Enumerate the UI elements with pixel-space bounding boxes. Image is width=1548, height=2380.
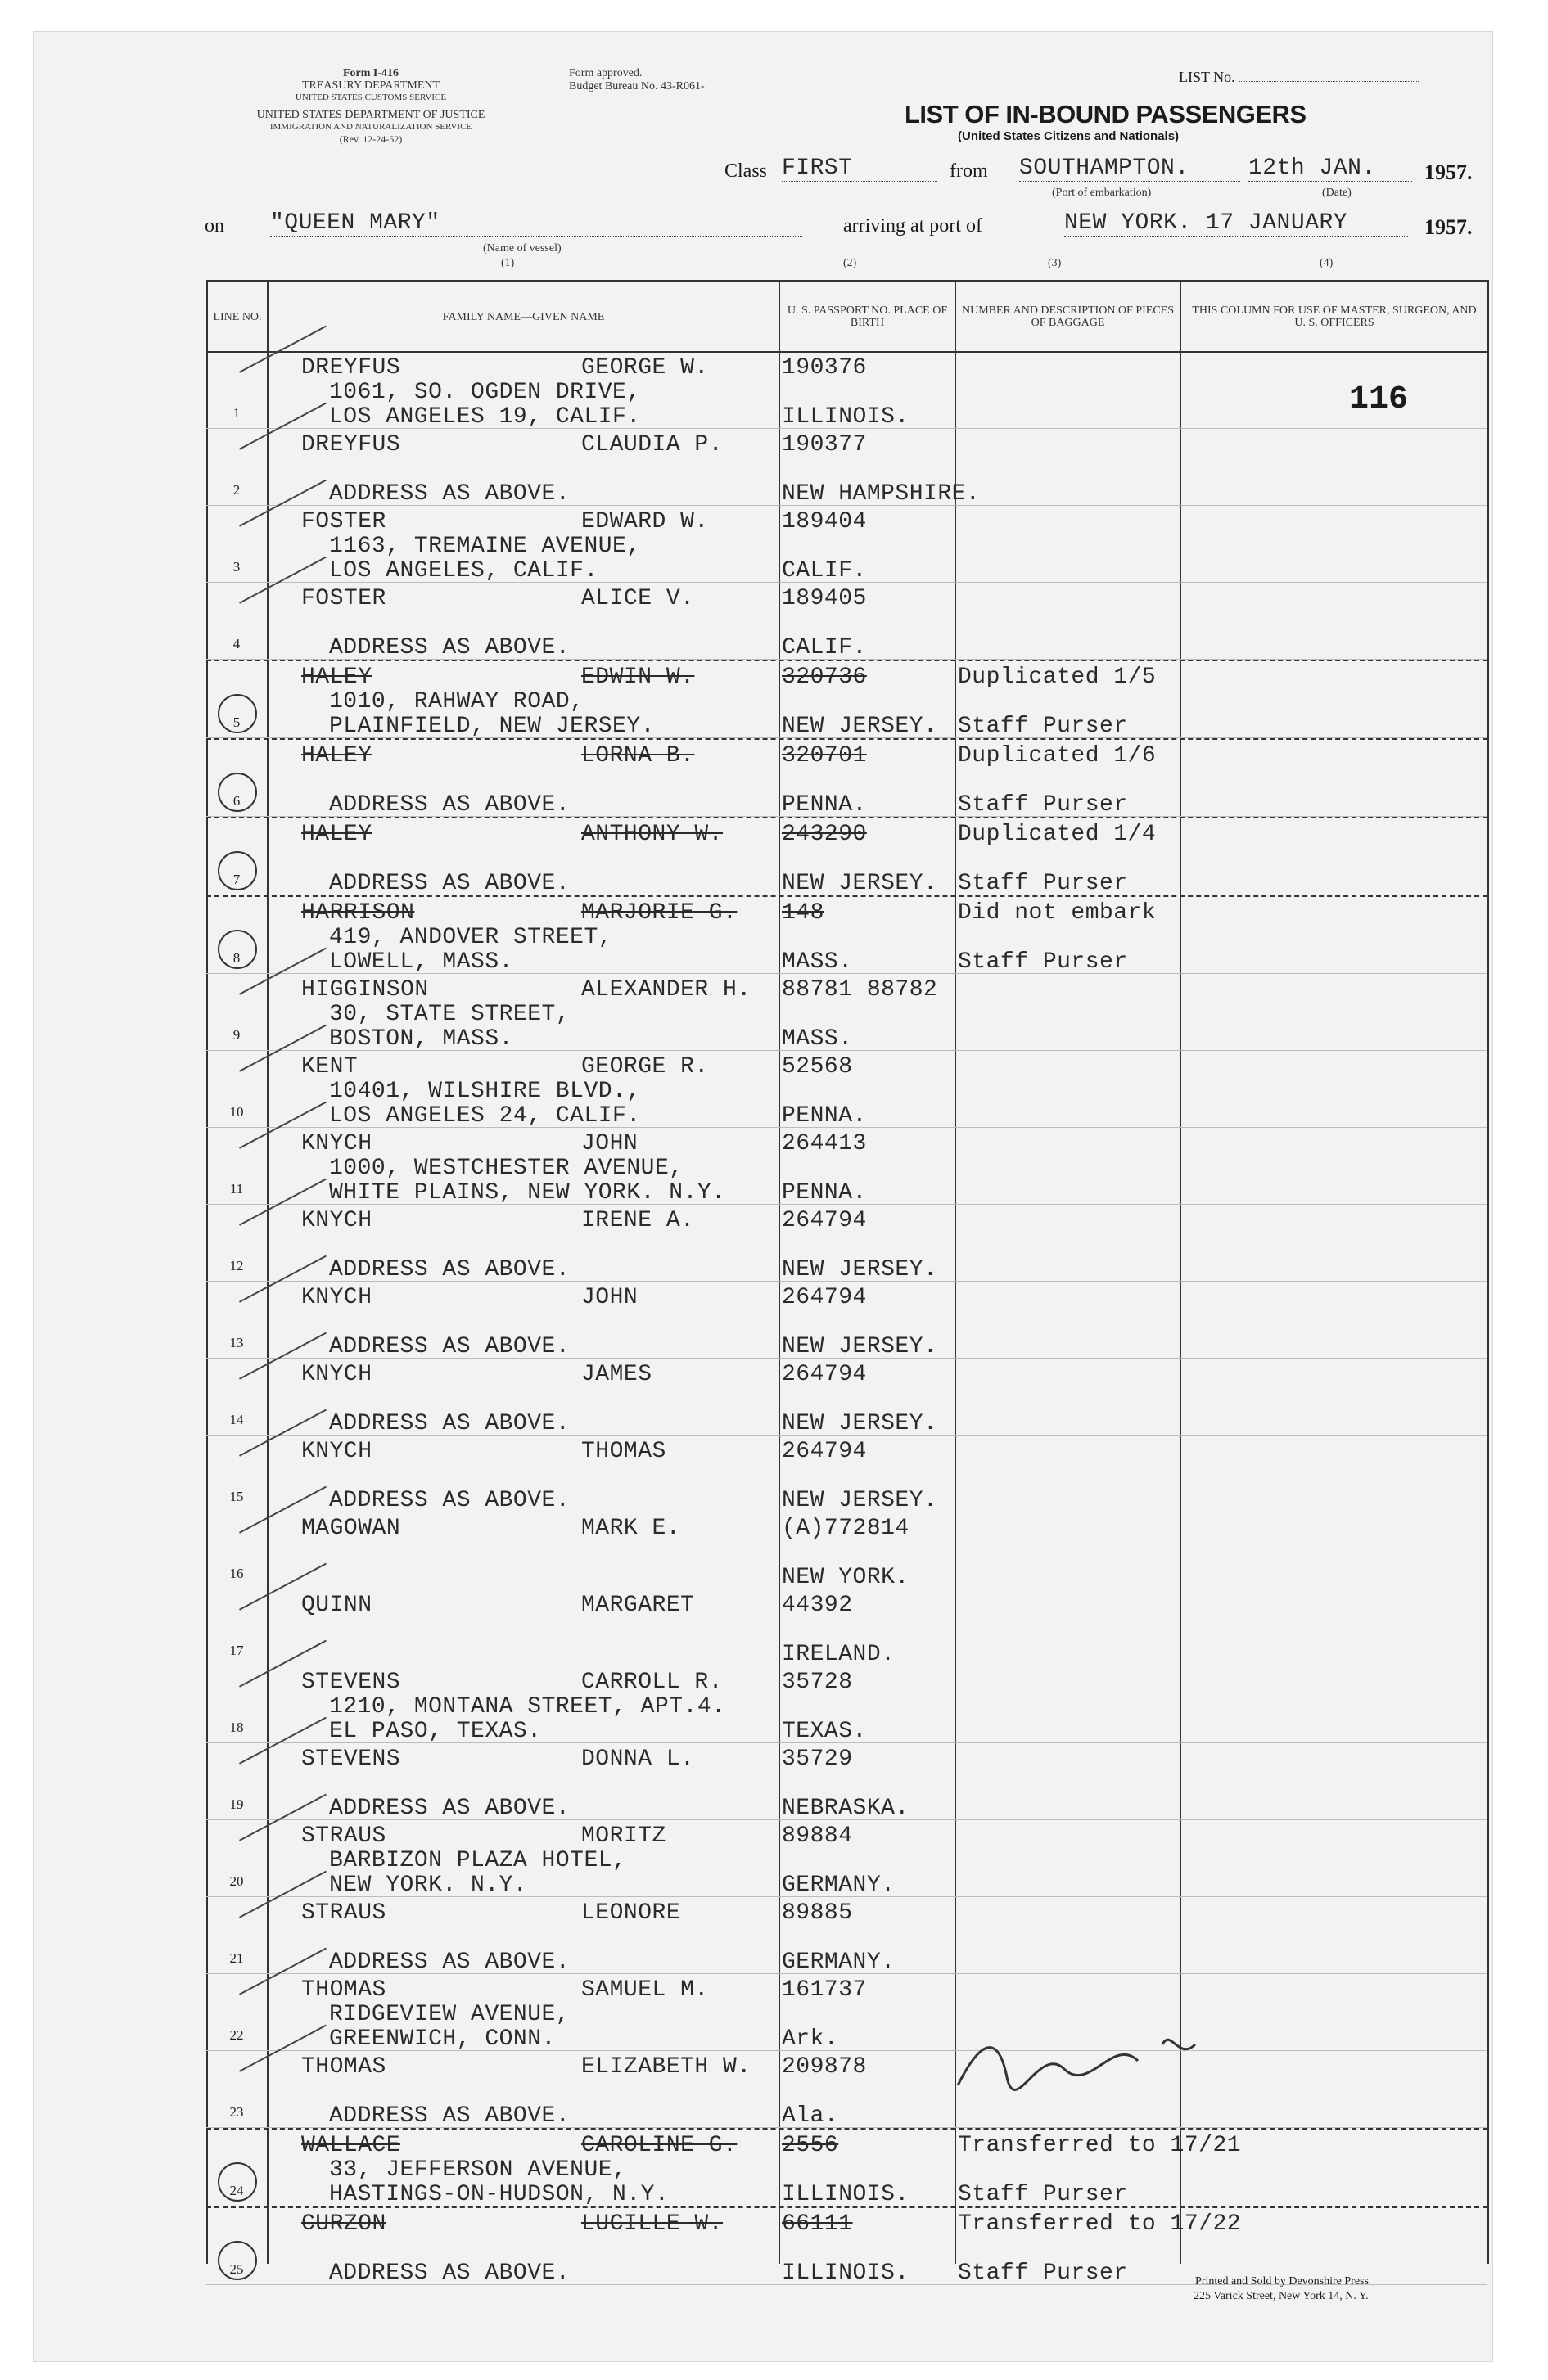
family-name: HARRISON xyxy=(301,900,415,926)
passport-number: 190376 xyxy=(782,355,867,381)
passport-number: 161737 xyxy=(782,1977,867,2003)
passport-number: 264794 xyxy=(782,1285,867,1310)
passenger-row xyxy=(206,738,1487,817)
passport-number: 264794 xyxy=(782,1362,867,1387)
officer-note: Staff Purser xyxy=(958,792,1128,818)
embark-date: 12th JAN. xyxy=(1248,156,1412,182)
given-name: LEONORE xyxy=(581,1900,681,1926)
family-name: KNYCH xyxy=(301,1362,372,1387)
passenger-row xyxy=(206,1205,1487,1282)
arriving-label: arriving at port of xyxy=(843,215,982,237)
family-name: STEVENS xyxy=(301,1747,401,1772)
address-line-1: 1010, RAHWAY ROAD, xyxy=(329,689,584,714)
place-of-birth: GERMANY. xyxy=(782,1873,896,1898)
line-number: 2 xyxy=(232,482,241,498)
passenger-row xyxy=(206,1743,1487,1820)
passport-number: 190377 xyxy=(782,432,867,458)
dept-justice: UNITED STATES DEPARTMENT OF JUSTICE xyxy=(256,109,485,121)
passenger-row xyxy=(206,429,1487,506)
given-name: EDWIN W. xyxy=(581,665,695,690)
place-of-birth: CALIF. xyxy=(782,635,867,660)
given-name: LUCILLE W. xyxy=(581,2211,724,2237)
passenger-row xyxy=(206,1128,1487,1205)
given-name: JAMES xyxy=(581,1362,652,1387)
given-name: JOHN xyxy=(581,1131,639,1156)
page-number: 116 xyxy=(1349,381,1409,418)
line-number: 4 xyxy=(232,636,241,651)
given-name: SAMUEL M. xyxy=(581,1977,709,2003)
address-line-1: 33, JEFFERSON AVENUE, xyxy=(329,2157,627,2183)
line-number: 10 xyxy=(229,1104,244,1120)
address-line-1: 10401, WILSHIRE BLVD., xyxy=(329,1079,641,1104)
address-line-2: LOS ANGELES 24, CALIF. xyxy=(329,1103,641,1129)
line-number: 16 xyxy=(229,1566,244,1581)
place-of-birth: NEW JERSEY. xyxy=(782,1488,938,1513)
revision: (Rev. 12-24-52) xyxy=(339,133,403,145)
place-of-birth: Ark. xyxy=(782,2026,839,2052)
family-name: STRAUS xyxy=(301,1900,386,1926)
given-name: DONNA L. xyxy=(581,1747,695,1772)
from-label: from xyxy=(950,160,988,182)
passenger-row xyxy=(206,1051,1487,1128)
passenger-row xyxy=(206,583,1487,660)
line-number: 22 xyxy=(229,2027,244,2043)
passport-number: 89885 xyxy=(782,1900,853,1926)
class-value: FIRST xyxy=(782,156,937,182)
form-subtitle: (United States Citizens and Nationals) xyxy=(958,129,1180,143)
line-number: 12 xyxy=(229,1258,244,1273)
passport-number: 264794 xyxy=(782,1439,867,1464)
place-of-birth: PENNA. xyxy=(782,792,867,818)
header-name: FAMILY NAME—GIVEN NAME xyxy=(268,282,779,353)
place-of-birth: NEW JERSEY. xyxy=(782,1257,938,1282)
passport-number: 44392 xyxy=(782,1593,853,1618)
place-of-birth: NEW YORK. xyxy=(782,1565,909,1590)
passport-number: 148 xyxy=(782,900,824,926)
passenger-row xyxy=(206,1512,1487,1589)
place-of-birth: ILLINOIS. xyxy=(782,404,909,430)
passport-number: 52568 xyxy=(782,1054,853,1080)
passenger-row xyxy=(206,1282,1487,1359)
passenger-row xyxy=(206,506,1487,583)
place-of-birth: CALIF. xyxy=(782,558,867,584)
line-number: 3 xyxy=(232,559,241,575)
address-line-2: ADDRESS AS ABOVE. xyxy=(329,792,571,818)
passenger-row xyxy=(206,1436,1487,1512)
address-line-1: 1210, MONTANA STREET, APT.4. xyxy=(329,1694,726,1720)
printer-line-2: 225 Varick Street, New York 14, N. Y. xyxy=(1194,2290,1369,2302)
place-of-birth: GERMANY. xyxy=(782,1950,896,1975)
line-number: 23 xyxy=(229,2104,244,2120)
printer-line-1: Printed and Sold by Devonshire Press xyxy=(1195,2275,1369,2288)
family-name: DREYFUS xyxy=(301,432,401,458)
officer-note: Staff Purser xyxy=(958,2261,1128,2286)
given-name: GEORGE R. xyxy=(581,1054,709,1080)
passenger-row xyxy=(206,1666,1487,1743)
given-name: CAROLINE G. xyxy=(581,2133,738,2158)
place-of-birth: NEW HAMPSHIRE. xyxy=(782,481,981,507)
line-number: 18 xyxy=(229,1720,244,1735)
line-number: 8 xyxy=(232,950,241,966)
passenger-row xyxy=(206,1974,1487,2051)
family-name: KNYCH xyxy=(301,1285,372,1310)
passenger-row xyxy=(206,1589,1487,1666)
passenger-row xyxy=(206,1820,1487,1897)
port-of-embarkation: SOUTHAMPTON. xyxy=(1019,156,1240,182)
line-number: 19 xyxy=(229,1796,244,1812)
year-arrival: 1957. xyxy=(1424,215,1473,239)
place-of-birth: TEXAS. xyxy=(782,1719,867,1744)
date-caption: (Date) xyxy=(1322,187,1352,199)
passenger-row xyxy=(206,2206,1487,2285)
place-of-birth: IRELAND. xyxy=(782,1642,896,1667)
line-number: 15 xyxy=(229,1489,244,1504)
address-line-2: WHITE PLAINS, NEW YORK. N.Y. xyxy=(329,1180,726,1206)
family-name: FOSTER xyxy=(301,509,386,534)
line-number: 17 xyxy=(229,1643,244,1658)
given-name: EDWARD W. xyxy=(581,509,709,534)
passport-number: 243290 xyxy=(782,822,867,847)
address-line-2: ADDRESS AS ABOVE. xyxy=(329,1411,571,1436)
passport-number: 35728 xyxy=(782,1670,853,1695)
line-circle-mark xyxy=(218,773,257,812)
family-name: HALEY xyxy=(301,743,372,769)
line-number: 21 xyxy=(229,1950,244,1966)
family-name: HALEY xyxy=(301,665,372,690)
passport-number: 320701 xyxy=(782,743,867,769)
family-name: KENT xyxy=(301,1054,359,1080)
given-name: ANTHONY W. xyxy=(581,822,724,847)
given-name: JOHN xyxy=(581,1285,639,1310)
family-name: QUINN xyxy=(301,1593,372,1618)
address-line-2: ADDRESS AS ABOVE. xyxy=(329,2103,571,2129)
officer-note: Staff Purser xyxy=(958,871,1128,896)
passenger-row xyxy=(206,1359,1487,1436)
dept-treasury: TREASURY DEPARTMENT xyxy=(301,79,440,92)
line-circle-mark xyxy=(218,930,257,969)
line-number: 11 xyxy=(229,1181,244,1197)
line-number: 24 xyxy=(229,2183,244,2198)
given-name: ALEXANDER H. xyxy=(581,977,751,1003)
col1-number: (1) xyxy=(501,257,515,269)
passport-number: (A)772814 xyxy=(782,1516,909,1541)
address-line-1: 30, STATE STREET, xyxy=(329,1002,571,1027)
family-name: FOSTER xyxy=(301,586,386,611)
header-passport: U. S. PASSPORT NO. PLACE OF BIRTH xyxy=(779,282,955,353)
passenger-row xyxy=(206,352,1487,429)
passenger-row xyxy=(206,817,1487,895)
vessel-name: "QUEEN MARY" xyxy=(270,210,802,237)
line-circle-mark xyxy=(218,694,257,733)
officer-note: Staff Purser xyxy=(958,2182,1128,2207)
place-of-birth: ILLINOIS. xyxy=(782,2261,909,2286)
passenger-row xyxy=(206,1897,1487,1974)
address-line-1: 1061, SO. OGDEN DRIVE, xyxy=(329,380,641,405)
col3-number: (3) xyxy=(1048,257,1062,269)
family-name: HIGGINSON xyxy=(301,977,429,1003)
form-header-left xyxy=(203,67,539,146)
baggage-note: Transferred to 17/22 xyxy=(958,2211,1242,2237)
address-line-2: ADDRESS AS ABOVE. xyxy=(329,1334,571,1359)
place-of-birth: NEW JERSEY. xyxy=(782,1334,938,1359)
header-officers: THIS COLUMN FOR USE OF MASTER, SURGEON, AND U. S. OFFICERS xyxy=(1180,282,1488,353)
place-of-birth: NEW JERSEY. xyxy=(782,871,938,896)
given-name: MORITZ xyxy=(581,1823,666,1849)
line-number: 13 xyxy=(229,1335,244,1350)
form-number: Form I-416 xyxy=(342,67,399,79)
address-line-2: BOSTON, MASS. xyxy=(329,1026,513,1052)
family-name: STEVENS xyxy=(301,1670,401,1695)
line-number: 20 xyxy=(229,1873,244,1889)
line-circle-mark xyxy=(218,2241,257,2280)
address-line-2: LOS ANGELES 19, CALIF. xyxy=(329,404,641,430)
address-line-2: LOWELL, MASS. xyxy=(329,949,513,975)
passport-number: 189405 xyxy=(782,586,867,611)
place-of-birth: Ala. xyxy=(782,2103,839,2129)
list-number xyxy=(1179,69,1419,86)
passenger-row xyxy=(206,2051,1487,2128)
given-name: ALICE V. xyxy=(581,586,695,611)
place-of-birth: MASS. xyxy=(782,949,853,975)
class-label: Class xyxy=(724,160,768,182)
ins: IMMIGRATION AND NATURALIZATION SERVICE xyxy=(269,122,472,132)
baggage-note: Transferred to 17/21 xyxy=(958,2133,1242,2158)
baggage-note: Duplicated 1/4 xyxy=(958,822,1157,847)
address-line-2: GREENWICH, CONN. xyxy=(329,2026,556,2052)
address-line-2: EL PASO, TEXAS. xyxy=(329,1719,542,1744)
address-line-1: 1000, WESTCHESTER AVENUE, xyxy=(329,1156,684,1181)
line-number: 14 xyxy=(229,1412,244,1427)
family-name: HALEY xyxy=(301,822,372,847)
given-name: MARJORIE G. xyxy=(581,900,738,926)
family-name: STRAUS xyxy=(301,1823,386,1849)
passport-number: 209878 xyxy=(782,2054,867,2080)
place-of-birth: ILLINOIS. xyxy=(782,2182,909,2207)
given-name: CARROLL R. xyxy=(581,1670,724,1695)
given-name: MARGARET xyxy=(581,1593,695,1618)
address-line-2: NEW YORK. N.Y. xyxy=(329,1873,528,1898)
line-number: 5 xyxy=(232,714,241,730)
officer-note: Staff Purser xyxy=(958,714,1128,739)
passport-number: 264794 xyxy=(782,1208,867,1233)
passport-number: 66111 xyxy=(782,2211,853,2237)
budget-bureau: Budget Bureau No. 43-R061- xyxy=(569,80,705,92)
place-of-birth: PENNA. xyxy=(782,1180,867,1206)
address-line-2: ADDRESS AS ABOVE. xyxy=(329,1796,571,1821)
on-label: on xyxy=(205,215,224,237)
passport-number: 320736 xyxy=(782,665,867,690)
address-line-1: 1163, TREMAINE AVENUE, xyxy=(329,534,641,559)
given-name: MARK E. xyxy=(581,1516,681,1541)
line-circle-mark xyxy=(218,2162,257,2202)
passenger-row xyxy=(206,974,1487,1051)
header-baggage: NUMBER AND DESCRIPTION OF PIECES OF BAGGAGE xyxy=(955,282,1180,353)
passenger-row xyxy=(206,2128,1487,2206)
column-rule xyxy=(1487,280,1489,2264)
customs-service: UNITED STATES CUSTOMS SERVICE xyxy=(295,92,447,102)
family-name: KNYCH xyxy=(301,1208,372,1233)
given-name: GEORGE W. xyxy=(581,355,709,381)
vessel-caption: (Name of vessel) xyxy=(483,242,562,255)
line-number: 9 xyxy=(232,1027,241,1043)
passport-number: 88781 88782 xyxy=(782,977,938,1003)
family-name: KNYCH xyxy=(301,1131,372,1156)
baggage-note: Did not embark xyxy=(958,900,1157,926)
list-no-label: LIST No. xyxy=(1179,69,1235,85)
baggage-note: Duplicated 1/5 xyxy=(958,665,1157,690)
address-line-2: ADDRESS AS ABOVE. xyxy=(329,635,571,660)
family-name: MAGOWAN xyxy=(301,1516,401,1541)
officer-note: Staff Purser xyxy=(958,949,1128,975)
place-of-birth: NEW JERSEY. xyxy=(782,1411,938,1436)
passport-number: 264413 xyxy=(782,1131,867,1156)
address-line-1: RIDGEVIEW AVENUE, xyxy=(329,2002,571,2027)
given-name: ELIZABETH W. xyxy=(581,2054,751,2080)
place-of-birth: PENNA. xyxy=(782,1103,867,1129)
arrival-port-date: NEW YORK. 17 JANUARY xyxy=(1064,210,1408,237)
given-name: IRENE A. xyxy=(581,1208,695,1233)
line-number: 25 xyxy=(229,2261,244,2277)
family-name: THOMAS xyxy=(301,2054,386,2080)
form-approved: Form approved. xyxy=(569,67,643,79)
address-line-1: 419, ANDOVER STREET, xyxy=(329,925,613,950)
given-name: LORNA B. xyxy=(581,743,695,769)
passenger-row xyxy=(206,660,1487,738)
passport-number: 89884 xyxy=(782,1823,853,1849)
address-line-2: ADDRESS AS ABOVE. xyxy=(329,1950,571,1975)
passport-number: 2556 xyxy=(782,2133,839,2158)
family-name: THOMAS xyxy=(301,1977,386,2003)
address-line-2: ADDRESS AS ABOVE. xyxy=(329,481,571,507)
address-line-2: ADDRESS AS ABOVE. xyxy=(329,871,571,896)
family-name: WALLACE xyxy=(301,2133,401,2158)
address-line-2: LOS ANGELES, CALIF. xyxy=(329,558,598,584)
given-name: THOMAS xyxy=(581,1439,666,1464)
handwritten-signature xyxy=(950,2020,1220,2110)
place-of-birth: NEBRASKA. xyxy=(782,1796,909,1821)
place-of-birth: NEW JERSEY. xyxy=(782,714,938,739)
passenger-row xyxy=(206,895,1487,974)
address-line-2: HASTINGS-ON-HUDSON, N.Y. xyxy=(329,2182,670,2207)
passport-number: 35729 xyxy=(782,1747,853,1772)
line-number: 6 xyxy=(232,793,241,809)
port-caption: (Port of embarkation) xyxy=(1052,187,1152,199)
col4-number: (4) xyxy=(1320,257,1334,269)
address-line-2: ADDRESS AS ABOVE. xyxy=(329,1488,571,1513)
address-line-2: ADDRESS AS ABOVE. xyxy=(329,1257,571,1282)
header-line-no: LINE NO. xyxy=(207,282,268,353)
given-name: CLAUDIA P. xyxy=(581,432,724,458)
line-number: 1 xyxy=(232,405,241,421)
line-number: 7 xyxy=(232,872,241,887)
manifest-header xyxy=(206,280,1489,353)
col2-number: (2) xyxy=(843,257,857,269)
year-embark: 1957. xyxy=(1424,160,1473,184)
family-name: KNYCH xyxy=(301,1439,372,1464)
passport-number: 189404 xyxy=(782,509,867,534)
family-name: CURZON xyxy=(301,2211,386,2237)
address-line-1: BARBIZON PLAZA HOTEL, xyxy=(329,1848,627,1873)
address-line-2: ADDRESS AS ABOVE. xyxy=(329,2261,571,2286)
passenger-list xyxy=(206,352,1487,2285)
line-circle-mark xyxy=(218,851,257,890)
place-of-birth: MASS. xyxy=(782,1026,853,1052)
baggage-note: Duplicated 1/6 xyxy=(958,743,1157,769)
address-line-2: PLAINFIELD, NEW JERSEY. xyxy=(329,714,655,739)
form-title: LIST OF IN-BOUND PASSENGERS xyxy=(905,100,1307,128)
family-name: DREYFUS xyxy=(301,355,401,381)
